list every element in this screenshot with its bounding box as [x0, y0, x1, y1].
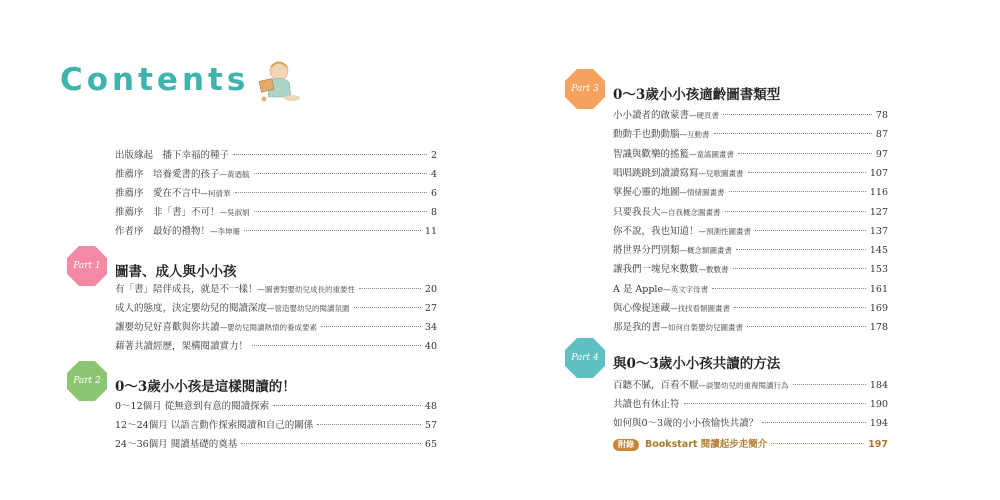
dot-leader: [733, 268, 866, 269]
entry-subtitle: —英文字母書: [663, 284, 709, 294]
entry-subtitle: —互動書: [679, 130, 710, 140]
toc-entry: [613, 226, 888, 238]
entry-title: [115, 401, 269, 413]
entry-main-title: 唱唱跳跳到讀讀寫寫: [613, 167, 699, 179]
toc-entry: [115, 341, 437, 353]
entry-main-title: 動動手也動動腦: [613, 129, 680, 141]
page-number: 4: [430, 169, 437, 180]
entry-main-title: A 是 Apple: [613, 283, 664, 295]
part-badge: [65, 359, 109, 403]
dot-leader: [252, 345, 421, 346]
entry-title: [115, 303, 350, 315]
entry-subtitle: —如何自製嬰幼兒圖畫書: [660, 323, 744, 333]
dot-leader: [273, 405, 421, 406]
entry-subtitle: —吳淑娟: [219, 208, 250, 217]
page-number: 2: [430, 150, 437, 161]
entry-title: [613, 418, 758, 430]
dot-leader: [712, 288, 866, 289]
part-badge: [563, 336, 607, 380]
entry-title: [115, 188, 231, 200]
entry-subtitle: —李坤珊: [210, 227, 241, 236]
entry-subtitle: —柯倩華: [200, 189, 231, 198]
page-number: 65: [424, 439, 437, 450]
entry-title: [613, 245, 732, 257]
page-number: 34: [424, 322, 437, 333]
entry-main-title: 那是我的書: [613, 322, 661, 334]
entry-main-title: 推薦序 愛在不言中: [115, 188, 201, 199]
entry-main-title: 出版緣起 播下幸福的種子: [115, 150, 230, 161]
toc-entry: [613, 380, 888, 392]
dot-leader: [254, 211, 427, 212]
toc-entry: [613, 168, 888, 180]
toc-entry: [613, 322, 888, 334]
dot-leader: [254, 173, 427, 174]
entry-subtitle: —情緒圖畫書: [679, 188, 725, 198]
dot-leader: [244, 230, 421, 231]
reading-baby-illustration: [252, 55, 302, 105]
entry-subtitle: —概念類圖畫書: [679, 246, 733, 256]
dot-leader: [729, 191, 866, 192]
entry-subtitle: —兒歌圖畫書: [698, 168, 744, 178]
toc-entry: [613, 418, 888, 430]
entry-title: [613, 149, 734, 161]
dot-leader: [747, 326, 866, 327]
entry-subtitle: —數數書: [698, 265, 729, 275]
dot-leader: [714, 133, 872, 134]
entry-title: [613, 284, 708, 296]
part-badge: [65, 244, 109, 288]
dot-leader: [725, 211, 866, 212]
dot-leader: [233, 154, 427, 155]
toc-entry: [115, 439, 437, 451]
entry-title: [613, 399, 680, 411]
toc-entry: [613, 245, 888, 257]
entry-subtitle: —嬰幼兒閱讀熱情的養成要素: [219, 323, 318, 332]
dot-leader: [321, 326, 421, 327]
entry-title: [613, 303, 730, 315]
toc-entry: [115, 226, 437, 238]
entry-main-title: 讓我們一塊兒來數數: [613, 264, 699, 276]
entry-title: [613, 264, 729, 276]
entry-main-title: 百聽不膩，百看不厭: [613, 380, 699, 391]
page-number: 78: [875, 110, 888, 121]
entry-title: [613, 129, 710, 141]
entry-main-title: 推薦序 培養愛書的孩子: [115, 169, 220, 180]
toc-entry: [613, 303, 888, 315]
entry-title: [115, 322, 317, 334]
page-number: 107: [869, 167, 888, 179]
entry-subtitle: —營造嬰幼兒的閱讀氛圍: [267, 304, 350, 313]
entry-subtitle: —硬頁書: [689, 111, 720, 120]
part-badge-label: Part 4: [571, 353, 599, 363]
entry-title: [613, 226, 751, 238]
dot-leader: [317, 424, 421, 425]
entry-title: [613, 168, 744, 180]
dot-leader: [734, 307, 866, 308]
page-number: 145: [869, 245, 888, 257]
part-badge: [563, 67, 607, 111]
entry-main-title: 掌握心靈的地圖: [613, 187, 680, 199]
entry-main-title: 藉著共讀經歷，架構閱讀實力！: [115, 341, 249, 352]
entry-title: [115, 169, 250, 181]
entry-title: [115, 207, 250, 219]
part-badge-label: Part 1: [73, 261, 101, 271]
entry-subtitle: —黃迺毓: [219, 170, 250, 179]
page-number: 161: [869, 283, 888, 295]
dot-leader: [793, 384, 866, 385]
dot-leader: [748, 172, 866, 173]
entry-main-title: 有「書」陪伴成長，就是不一樣！: [115, 284, 258, 295]
entry-title: [115, 439, 237, 451]
right-page: [500, 0, 1000, 500]
page-number: 116: [869, 187, 888, 199]
toc-entry: [613, 187, 888, 199]
dot-leader: [359, 288, 421, 289]
entry-subtitle: —找找看類圖畫書: [670, 304, 731, 313]
entry-title: [115, 284, 355, 296]
dot-leader: [771, 443, 864, 444]
appendix-tag: 附錄: [613, 439, 639, 451]
appendix-label: Bookstart 閱讀起步走簡介: [645, 439, 768, 450]
entry-main-title: 12～24個月 以語言動作探索閱讀和自己的關係: [115, 420, 314, 431]
page-number: 27: [424, 303, 437, 314]
appendix-title: [613, 439, 767, 451]
entry-title: [115, 420, 313, 432]
toc-entry: [613, 129, 888, 141]
part-badge-label: Part 3: [571, 84, 599, 94]
page-number: 87: [875, 129, 888, 141]
dot-leader: [755, 230, 866, 231]
toc-entry: [115, 188, 437, 200]
toc-entry: [115, 420, 437, 432]
toc-entry: [115, 207, 437, 219]
page-number: 194: [869, 418, 888, 429]
entry-main-title: 推薦序 非「書」不可！: [115, 207, 220, 218]
entry-subtitle: —圖書對嬰幼兒成長的重要性: [257, 285, 356, 294]
entry-title: [613, 207, 721, 219]
part-title: 圖書、成人與小小孩: [115, 264, 237, 280]
entry-subtitle: —童謠圖畫書: [689, 149, 735, 159]
entry-main-title: 0～12個月 從無意到有意的閱讀探索: [115, 401, 270, 412]
part-title: 0～3歲小小孩是這樣閱讀的！: [115, 379, 296, 395]
entry-main-title: 24～36個月 閱讀基礎的奠基: [115, 439, 238, 450]
dot-leader: [723, 114, 872, 115]
entry-subtitle: —自我概念圖畫書: [660, 207, 721, 217]
toc-entry: [613, 149, 888, 161]
entry-subtitle: —談嬰幼兒的重複閱讀行為: [698, 381, 789, 390]
entry-main-title: 成人的態度，決定嬰幼兒的閱讀深度: [115, 303, 268, 314]
entry-subtitle: —預測性圖畫書: [698, 226, 752, 236]
toc-entry: [115, 322, 437, 334]
appendix-entry: [613, 439, 888, 451]
page-number: 178: [869, 322, 888, 334]
dot-leader: [235, 192, 427, 193]
contents-title: Contents: [60, 62, 250, 98]
entry-title: [613, 187, 725, 199]
toc-entry: [115, 150, 437, 162]
entry-main-title: 小小讀者的啟蒙書: [613, 110, 690, 121]
page-number: 184: [869, 380, 888, 391]
entry-main-title: 你不說，我也知道！: [613, 225, 699, 237]
part-badge-label: Part 2: [73, 376, 101, 386]
page-number: 20: [424, 284, 437, 295]
entry-main-title: 智識與歡樂的搖籃: [613, 148, 690, 160]
dot-leader: [738, 153, 872, 154]
page-number: 6: [430, 188, 437, 199]
toc-entry: [613, 207, 888, 219]
page-number: 11: [424, 226, 437, 237]
dot-leader: [684, 403, 866, 404]
toc-entry: [613, 284, 888, 296]
page-number: 169: [869, 303, 888, 314]
page-number: 137: [869, 225, 888, 237]
page-number: 57: [424, 420, 437, 431]
toc-entry: [613, 264, 888, 276]
page-number: 8: [430, 207, 437, 218]
part-title: 與0～3歲小小孩共讀的方法: [613, 356, 781, 372]
page-number: 127: [869, 206, 888, 218]
entry-title: [115, 226, 240, 238]
dot-leader: [354, 307, 421, 308]
entry-main-title: 如何與0～3歲的小小孩愉快共讀？: [613, 418, 759, 429]
page-number: 97: [875, 148, 888, 160]
page-number: 48: [424, 401, 437, 412]
entry-title: [613, 322, 743, 334]
entry-title: [613, 380, 789, 392]
entry-title: [115, 341, 248, 353]
entry-main-title: 將世界分門別類: [613, 245, 680, 257]
page-number: 153: [869, 264, 888, 276]
toc-entry: [115, 303, 437, 315]
toc-entry: [613, 399, 888, 411]
toc-entry: [613, 110, 888, 122]
dot-leader: [762, 422, 866, 423]
entry-main-title: 作者序 最好的禮物！: [115, 226, 211, 237]
toc-entry: [115, 401, 437, 413]
dot-leader: [736, 249, 866, 250]
entry-main-title: 只要我長大: [613, 206, 661, 218]
entry-title: [115, 150, 229, 162]
entry-title: [613, 110, 719, 122]
part-title: 0～3歲小小孩適齡圖書類型: [613, 87, 781, 103]
page-number: 197: [868, 439, 888, 450]
toc-entry: [115, 284, 437, 296]
entry-main-title: 共讀也有休止符: [613, 399, 680, 410]
toc-entry: [115, 169, 437, 181]
page-number: 40: [424, 341, 437, 352]
dot-leader: [241, 443, 421, 444]
entry-main-title: 與心像捉迷藏: [613, 303, 671, 314]
entry-main-title: 讓嬰幼兒好喜歡與你共讀: [115, 322, 220, 333]
page-number: 190: [869, 399, 888, 410]
